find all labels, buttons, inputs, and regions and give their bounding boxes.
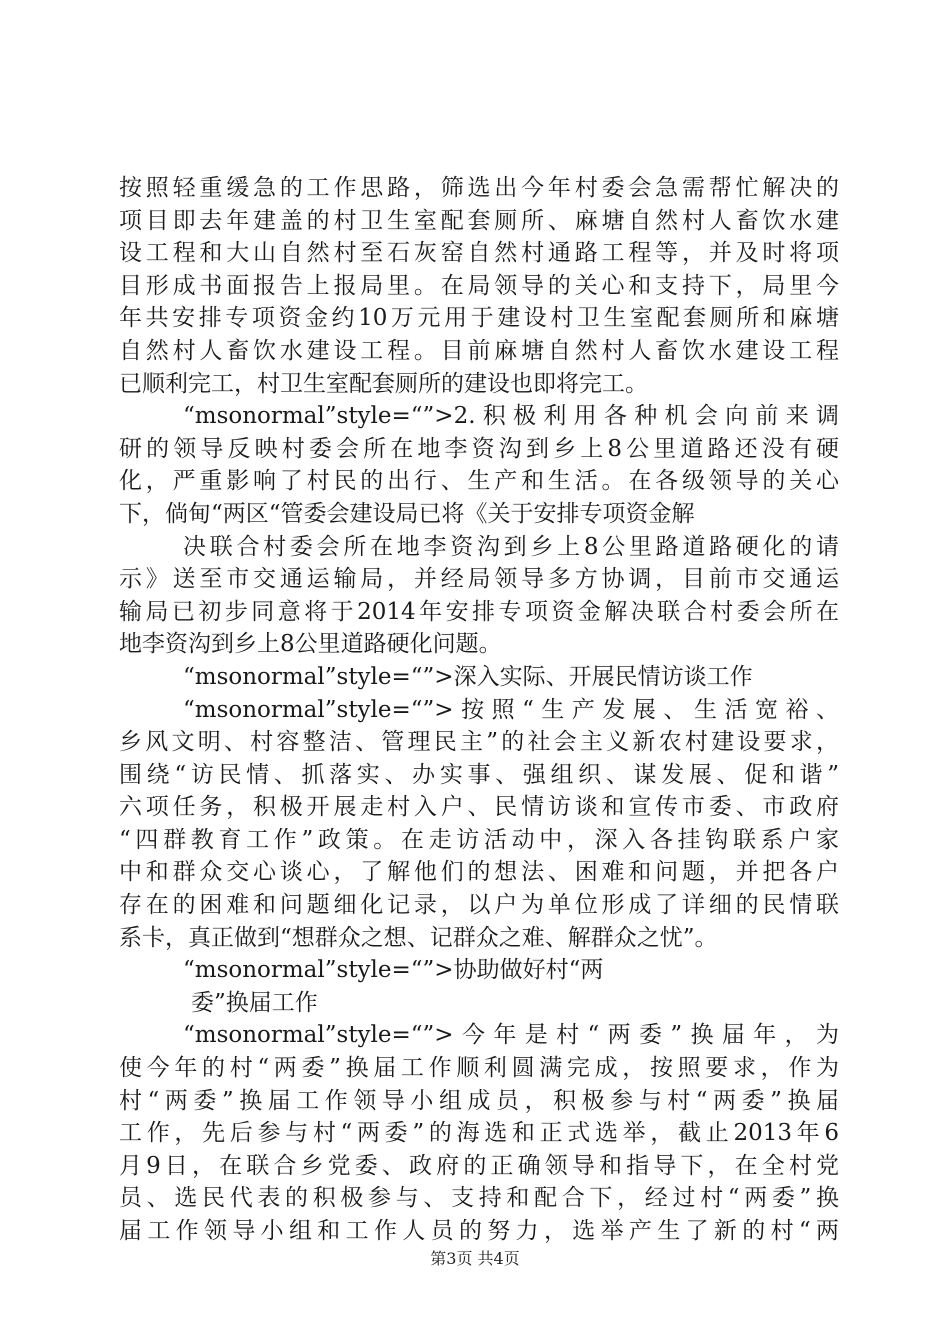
- text-line: 已顺利完工，村卫生室配套厕所的建设也即将完工。: [119, 370, 648, 397]
- text-line: 围绕“访民情、抓落实、办实事、强组织、谋发展、促和谐”: [119, 761, 839, 788]
- text-line: 月9日，在联合乡党委、政府的正确领导和指导下，在全村党: [119, 1152, 839, 1179]
- text-line: 研的领导反映村委会所在地李资沟到乡上8公里道路还没有硬: [119, 435, 839, 462]
- text-line: “msonormal”style=“”>深入实际、开展民情访谈工作: [183, 663, 753, 690]
- text-line: 六项任务，积极开展走村入户、民情访谈和宣传市委、市政府: [119, 794, 839, 821]
- text-line: “四群教育工作”政策。在走访活动中，深入各挂钩联系户家: [119, 826, 839, 853]
- page-footer: 第3页 共4页: [430, 1249, 520, 1268]
- text-line: 地李资沟到乡上8公里道路硬化问题。: [119, 631, 502, 658]
- text-line: 村“两委”换届工作领导小组成员，积极参与村“两委”换届: [119, 1087, 839, 1114]
- text-line: “msonormal”style=“”>按照“生产发展、生活宽裕、: [183, 696, 839, 723]
- text-line: 示》送至市交通运输局，并经局领导多方协调，目前市交通运: [119, 566, 839, 593]
- text-line: 系卡，真正做到“想群众之想、记群众之难、解群众之忧”。: [119, 924, 718, 951]
- text-line: 员、选民代表的积极参与、支持和配合下，经过村“两委”换: [119, 1185, 839, 1212]
- text-line: 目形成书面报告上报局里。在局领导的关心和支持下，局里今: [119, 272, 839, 299]
- text-line: 使今年的村“两委”换届工作顺利圆满完成，按照要求，作为: [119, 1055, 839, 1082]
- text-line: 自然村人畜饮水建设工程。目前麻塘自然村人畜饮水建设工程: [119, 337, 839, 364]
- text-line: 委”换届工作: [191, 989, 318, 1016]
- text-line: 下，倘甸“两区“管委会建设局已将《关于安排专项资金解: [119, 500, 695, 527]
- text-line: 按照轻重缓急的工作思路，筛选出今年村委会急需帮忙解决的: [119, 175, 839, 201]
- text-line: “msonormal”style=“”>2.积极利用各种机会向前来调: [183, 403, 839, 430]
- body-text: [119, 172, 839, 1248]
- text-line: 年共安排专项资金约10万元用于建设村卫生室配套厕所和麻塘: [119, 305, 839, 332]
- text-line: 设工程和大山自然村至石灰窑自然村通路工程等，并及时将项: [119, 240, 839, 267]
- text-line: 项目即去年建盖的村卫生室配套厕所、麻塘自然村人畜饮水建: [119, 207, 839, 234]
- text-line: “msonormal”style=“”>协助做好村“两: [183, 957, 604, 984]
- text-line: “msonormal”style=“”>今年是村“两委”换届年，为: [183, 1022, 839, 1049]
- text-line: 中和群众交心谈心，了解他们的想法、困难和问题，并把各户: [119, 859, 839, 886]
- text-line: 工作，先后参与村“两委”的海选和正式选举，截止2013年6: [119, 1120, 839, 1147]
- text-line: 存在的困难和问题细化记录，以户为单位形成了详细的民情联: [119, 892, 839, 919]
- text-line: 决联合村委会所在地李资沟到乡上8公里路道路硬化的请: [183, 533, 839, 560]
- text-line: 化，严重影响了村民的出行、生产和生活。在各级领导的关心: [119, 468, 839, 495]
- text-line: 输局已初步同意将于2014年安排专项资金解决联合村委会所在: [119, 598, 839, 625]
- text-line: 届工作领导小组和工作人员的努力，选举产生了新的村“两: [119, 1218, 839, 1244]
- text-line: 乡风文明、村容整洁、管理民主”的社会主义新农村建设要求，: [119, 729, 839, 756]
